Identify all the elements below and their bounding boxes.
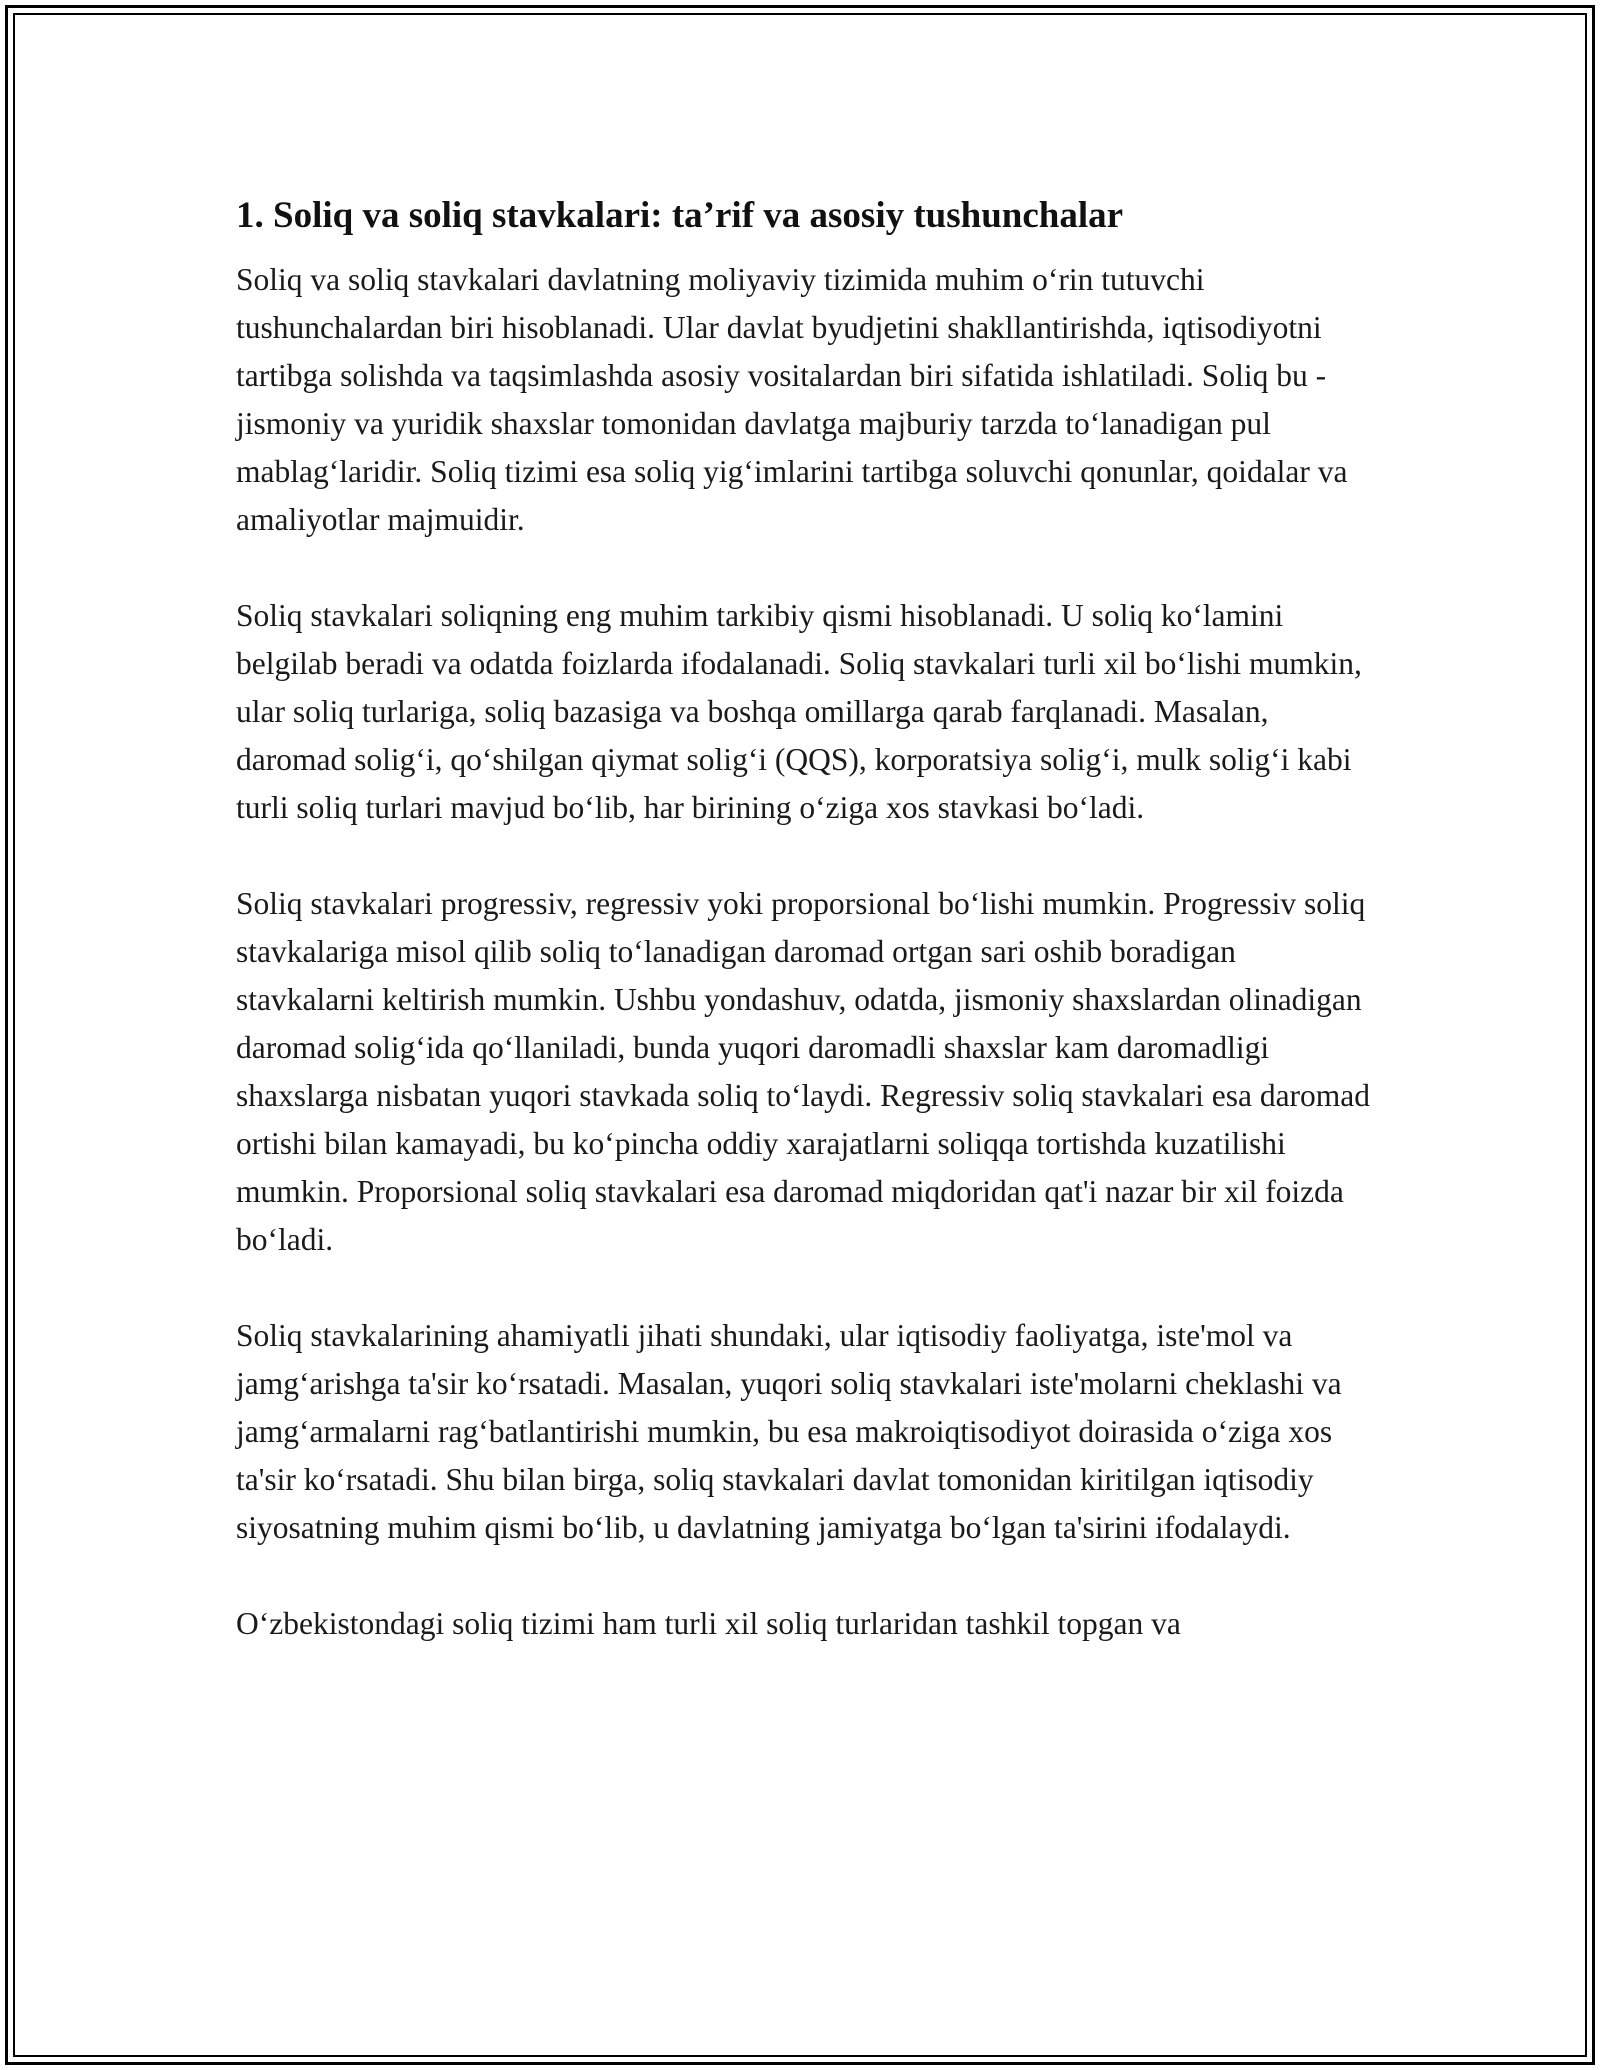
document-body (236, 186, 1376, 1696)
paragraph-economic-impact: Soliq stavkalarining ahamiyatli jihati shundaki, ular iqtisodiy faoliyatga, iste'mol va jamg‘arishga ta'sir ko‘rsatadi. Masalan, yuqori soliq stavkalari iste'molarni cheklashi va jamg‘armalarni rag‘batlantirishi mumkin, bu esa makroiqtisodiyot doirasida o‘ziga xos ta'sir ko‘rsatadi. Shu bilan birga, soliq stavkalari davlat tomonidan kiritilgan iqtisodiy siyosatning muhim qismi bo‘lib, u davlatning jamiyatga bo‘lgan ta'sirini ifodalaydi. (236, 1318, 1342, 1545)
paragraph-tax-rates: Soliq stavkalari soliqning eng muhim tarkibiy qismi hisoblanadi. U soliq ko‘lamini belgilab beradi va odatda foizlarda ifodalanadi. Soliq stavkalari turli xil bo‘lishi mumkin, ular soliq turlariga, soliq bazasiga va boshqa omillarga qarab farqlanadi. Masalan, daromad solig‘i, qo‘shilgan qiymat solig‘i (QQS), korporatsiya solig‘i, mulk solig‘i kabi turli soliq turlari mavjud bo‘lib, har birining o‘ziga xos stavkasi bo‘ladi. (236, 598, 1362, 825)
page-title: 1. Soliq va soliq stavkalari: ta’rif va asosiy tushunchalar (236, 195, 1124, 236)
paragraph-rate-types: Soliq stavkalari progressiv, regressiv yoki proporsional bo‘lishi mumkin. Progressiv soliq stavkalariga misol qilib soliq to‘lanadigan daromad ortgan sari oshib boradigan stavkalarni keltirish mumkin. Ushbu yondashuv, odatda, jismoniy shaxslardan olinadigan daromad solig‘ida qo‘llaniladi, bunda yuqori daromadli shaxslar kam daromadligi shaxslarga nisbatan yuqori stavkada soliq to‘laydi. Regressiv soliq stavkalari esa daromad ortishi bilan kamayadi, bu ko‘pincha oddiy xarajatlarni soliqqa tortishda kuzatilishi mumkin. Proporsional soliq stavkalari esa daromad miqdoridan qat'i nazar bir xil foizda bo‘ladi. (236, 886, 1371, 1257)
paragraph-definition: Soliq va soliq stavkalari davlatning moliyaviy tizimida muhim o‘rin tutuvchi tushunchalardan biri hisoblanadi. Ular davlat byudjetini shakllantirishda, iqtisodiyotni tartibga solishda va taqsimlashda asosiy vositalardan biri sifatida ishlatiladi. Soliq bu - jismoniy va yuridik shaxslar tomonidan davlatga majburiy tarzda to‘lanadigan pul mablag‘laridir. Soliq tizimi esa soliq yig‘imlarini tartibga soluvchi qonunlar, qoidalar va amaliyotlar majmuidir. (236, 262, 1348, 537)
paragraph-uzbekistan: O‘zbekistondagi soliq tizimi ham turli xil soliq turlaridan tashkil topgan va (236, 1606, 1181, 1641)
